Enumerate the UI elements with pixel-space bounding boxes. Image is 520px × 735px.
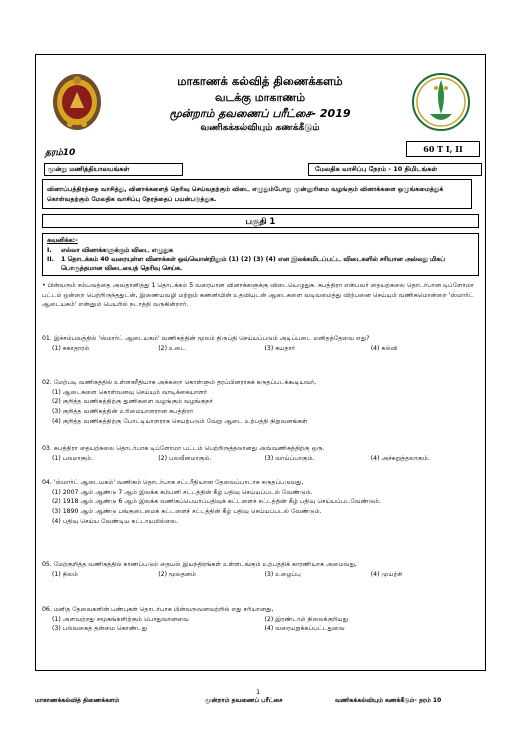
question-2 — [42, 378, 477, 427]
option: (1) 2007 ஆம் ஆண்டு 7 ஆம் இலக்க கம்பனி சட்டத்தின் கீழ் பதிவு செய்யப்படல் வேண்டும். — [52, 488, 313, 496]
option: (1) அளவற்றது சமூகங்களிற்கும் பொதுவானவை — [52, 615, 189, 623]
option: (3) உழைப்பு — [264, 570, 301, 578]
option: (3) சுயதார் — [264, 344, 296, 352]
option: (4) அச்சுறுத்தலாகும். — [370, 454, 430, 462]
option: (2) பலவீனமாகும். — [158, 454, 212, 462]
section-heading: பகுதி 1 — [42, 214, 479, 228]
footer-center: மூன்றாம் தவணைப் பரீட்சை — [205, 697, 283, 704]
question-4 — [42, 478, 477, 527]
province-title: வடக்கு மாகாணம் — [214, 91, 306, 104]
bullet-icon: • — [42, 282, 48, 289]
question-1 — [42, 334, 477, 353]
question-number: 03. — [42, 445, 52, 452]
note-text: எல்லா வினாக்களுக்கும் விடை எழுதுக — [61, 247, 173, 254]
note-text: 1 தொடக்கம் 40 வரையுள்ள வினாக்கள் ஒவ்வொன்றிலும் (1) (2) (3) (4) என இலக்கமிடப்பட்ட விடைகளில் சரியான அல்லது மிகப் பொருத்தமான விடையைத் தெரிவு செய்க. — [61, 256, 445, 272]
option: (1) பலமாகும். — [52, 454, 94, 462]
question-text: 'ஸ்மார்ட் ஆடையகம்' வணிகம் தொடர்பாக சட்டரீதியான தேவைப்பாடாக கருதப்படுவது, — [53, 479, 304, 486]
passage-text: பின்வரும் சம்பவத்தை அவதானித்து 1 தொடக்கம் 5 வரையான வினாக்களுக்கு விடையெழுதுக. சுபத்திரா என்பவர் தையற்கலை தொடர்பான டிப்ளோமா பட்டம் ஒன்றை பெற்றிருந்ததுடன், இணையவழி மற்றும் கணனியின் உதவியுடன் ஆடைகளை வடிவமைத்து விற்பனை செய்யும் வணிகமொன்றை 'ஸ்மார்ட் ஆடையகம்' என்னும் பெயரில் நடாத்தி வருகின்றார். — [42, 282, 475, 309]
department-title: மாகாணக் கல்வித் திணைக்களம் — [177, 74, 343, 88]
option: (2) குறித்த வணிகத்திற்கு துணிகளை வழங்கும் வழங்குநர் — [52, 398, 214, 406]
option: (1) ஆடைகளை கொள்வனவு செய்யும் வாடிக்கையாளர் — [52, 388, 208, 396]
question-text: இச்சம்பவத்தில் 'ஸ்மார்ட் ஆடையகம்' வணிகத்தின் மூலம் திருப்தி செய்யப்படும் அடிப்படை மனிதத்தேவை எது? — [53, 335, 370, 342]
option: (4) பதிவு செய்ய வேண்டிய கட்டாயமில்லை. — [52, 517, 179, 525]
question-number: 06. — [42, 606, 52, 613]
question-text: மேற்குறித்த வணிகத்தில் காணப்படும் தையல் இயந்திரங்கள் உள்ளடங்கும் உற்பத்திக் காரணியாக அமைவது, — [53, 561, 358, 568]
option: (4) வரையறுக்கப்பட்டதுவை — [264, 625, 345, 633]
grade-label: தரம்10 — [45, 148, 76, 158]
note-item — [47, 255, 474, 273]
instructions-box: வினாப்பத்திரத்தை வாசித்து, வினாக்களைத் தெரிவு செய்வதற்கும் விடை எழுதும்போது முன்னுரிமை வழங்கும் வினாக்களை ஒழுங்கமைத்துக் கொள்வதற்கும் மேலதிக வாசிப்பு நேரத்தைப் பயன்படுத்துக. — [42, 179, 472, 209]
passage — [42, 281, 477, 310]
question-number: 02. — [42, 379, 52, 386]
notes-box — [42, 233, 479, 276]
reading-time-box: மேலதிக வாசிப்பு நேரம் - 10 நிமிடங்கள் — [308, 163, 482, 176]
option: (2) உடை — [158, 344, 186, 352]
question-number: 01. — [42, 335, 52, 342]
question-number: 05. — [42, 561, 52, 568]
option: (3) குறித்த வணிகத்தின் உரிமையாளரான சுபத்திரா — [52, 408, 194, 416]
question-text: மனித தேவைகளின் பண்புகள் தொடர்பாக பின்வருவனவற்றில் எது சரியானது, — [53, 606, 274, 613]
option: (4) கல்வி — [370, 344, 398, 352]
option: (1) நிலம் — [52, 570, 78, 578]
subject-title: வணிகக்கல்வியும் கணக்கீடும் — [200, 123, 320, 133]
footer-left: மாகாணக்கல்வித் திணைக்களம் — [35, 697, 120, 704]
option: (2) மூலதனம் — [158, 570, 196, 578]
option: (3) பல்வகைத் தன்மை கொண்டது — [52, 625, 148, 633]
option: (1) சுகாதாரம் — [52, 344, 90, 352]
option: (4) குறித்த வணிகத்திற்கு போட்டியாளராக செயற்படும் வேறு ஆடை உற்பத்தி நிறுவனங்கள் — [52, 417, 308, 425]
notes-title: கவனிக்க:- — [47, 237, 78, 244]
question-3 — [42, 444, 477, 463]
question-text: மேற்படி வணிகத்தில் உள்ளகரீதியாக அக்கறை கொள்ளும் தரப்பினராகக் கருதப்படக்கூடியவர், — [53, 379, 317, 386]
option: (4) முயற்சி — [370, 570, 403, 578]
duration-box: மூன்று மணித்தியாலயங்கள் — [44, 163, 183, 176]
note-number: I. — [47, 247, 52, 254]
question-6 — [42, 605, 477, 634]
question-number: 04. — [42, 479, 52, 486]
footer-right: வணிகக்கல்வியும் கணக்கீடும்- தரம் 10 — [335, 697, 442, 704]
option: (3) வாய்ப்பாகும். — [264, 454, 315, 462]
note-item — [47, 246, 474, 255]
paper-code: 60 T I, II — [406, 141, 480, 157]
option: (2) 1918 ஆம் ஆண்டு 6 ஆம் இலக்க வணிகப்பெயர்ப்பதிவுக் கட்டளைச் சட்டத்தின் கீழ் பதிவு செய்யப்படவேண்டும். — [52, 498, 381, 506]
page-number: 1 — [256, 688, 261, 696]
exam-title: மூன்றாம் தவணைப் பரீட்சை- 2019 — [169, 107, 351, 120]
option: (3) 1890 ஆம் ஆண்டு பங்குடைமைக் கட்டளைச் சட்டத்தின் கீழ் பதிவு செய்யப்படல் வேண்டும். — [52, 508, 322, 516]
question-text: சுபத்திரா தையற்கலை தொடர்பாக டிப்ளோமா பட்டம் பெற்றிருத்தலானது அவ்வணிகத்திற்கு ஒரு. — [53, 445, 325, 452]
option: (2) இரண்டாம் நிலைக்குரியது — [264, 615, 349, 623]
question-5 — [42, 560, 477, 579]
note-number: II. — [47, 256, 55, 263]
